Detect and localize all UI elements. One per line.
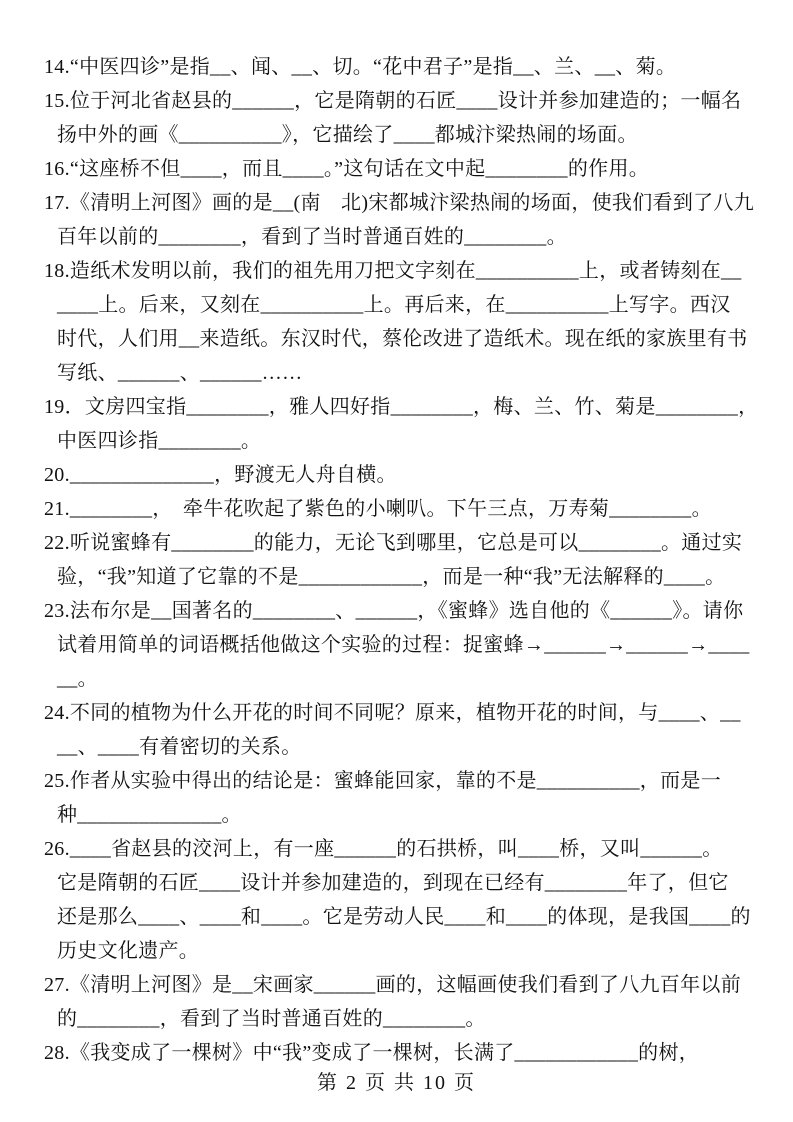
question-21 <box>44 492 760 526</box>
question-20 <box>44 458 760 492</box>
question-line: 还是那么____、____和____。它是劳动人民____和____的体现，是我国____的 <box>57 906 751 928</box>
question-17 <box>44 186 760 254</box>
question-line: 14.“中医四诊”是指__、闻、__、切。“花中君子”是指__、兰、__、菊。 <box>44 56 677 78</box>
question-26 <box>44 832 760 968</box>
question-24 <box>44 696 760 764</box>
question-line: 历史文化遗产。 <box>57 940 200 962</box>
question-line: 28.《我变成了一棵树》中“我”变成了一棵树，长满了____________的树， <box>44 1042 700 1064</box>
question-15 <box>44 84 760 152</box>
question-23 <box>44 594 760 696</box>
question-line: __、____有着密切的关系。 <box>57 736 302 758</box>
question-line: 20.______________，野渡无人舟自横。 <box>44 464 397 486</box>
question-28 <box>44 1036 760 1070</box>
question-line: ____上。后来，又刻在__________上。再后来，在__________上写字。西汉 <box>57 294 731 316</box>
question-line: 22.听说蜜蜂有________的能力，无论飞到哪里，它总是可以________。通过实 <box>44 532 743 554</box>
question-line: 17.《清明上河图》画的是__(南 北)宋都城汴梁热闹的场面，使我们看到了八九 <box>44 192 755 214</box>
question-line: 验，“我”知道了它靠的不是____________，而是一种“我”无法解释的____。 <box>57 566 726 588</box>
question-line: 25.作者从实验中得出的结论是：蜜蜂能回家，靠的不是__________，而是一 <box>44 770 721 792</box>
question-line: 种______________。 <box>57 804 242 826</box>
page-number-footer: 第 2 页 共 10 页 <box>317 1072 476 1094</box>
question-line: 21.________， 牵牛花吹起了紫色的小喇叭。下午三点，万寿菊________。 <box>44 498 712 520</box>
question-line: 23.法布尔是__国著名的________、______，《蜜蜂》选自他的《______》。请你 <box>44 600 744 622</box>
question-line: 19．文房四宝指________，雅人四好指________，梅、兰、竹、菊是________， <box>44 396 759 418</box>
question-line: 它是隋朝的石匠____设计并参加建造的，到现在已经有________年了，但它 <box>57 872 729 894</box>
question-line: 18.造纸术发明以前，我们的祖先用刀把文字刻在__________上，或者铸刻在__ <box>44 260 742 282</box>
questions-list <box>44 50 760 1070</box>
question-line: 时代，人们用__来造纸。东汉时代，蔡伦改进了造纸术。现在纸的家族里有书 <box>57 328 748 350</box>
question-line: 27.《清明上河图》是__宋画家______画的，这幅画使我们看到了八九百年以前 <box>44 974 741 996</box>
question-25 <box>44 764 760 832</box>
question-line: 中医四诊指________。 <box>57 430 262 452</box>
question-line: 扬中外的画《__________》，它描绘了____都城汴梁热闹的场面。 <box>57 124 638 146</box>
question-18 <box>44 254 760 390</box>
question-line: 百年以前的________，看到了当时普通百姓的________。 <box>57 226 567 248</box>
question-line: 26.____省赵县的洨河上，有一座______的石拱桥，叫____桥，又叫______。 <box>44 838 723 860</box>
question-27 <box>44 968 760 1036</box>
question-line: 写纸、______、______…… <box>57 362 303 384</box>
question-line: 15.位于河北省赵县的______，它是隋朝的石匠____设计并参加建造的；一幅名 <box>44 90 742 112</box>
question-line: 的________，看到了当时普通百姓的________。 <box>57 1008 486 1030</box>
question-22 <box>44 526 760 594</box>
question-line: __。 <box>57 668 98 690</box>
question-19 <box>44 390 760 458</box>
question-line: 试着用简单的词语概括他做这个实验的过程：捉蜜蜂→______→______→____ <box>57 634 750 656</box>
question-line: 24.不同的植物为什么开花的时间不同呢？原来，植物开花的时间，与____、__ <box>44 702 741 724</box>
question-16 <box>44 152 760 186</box>
question-line: 16.“这座桥不但____，而且____。”这句话在文中起________的作用。 <box>44 158 650 180</box>
question-14 <box>44 50 760 84</box>
